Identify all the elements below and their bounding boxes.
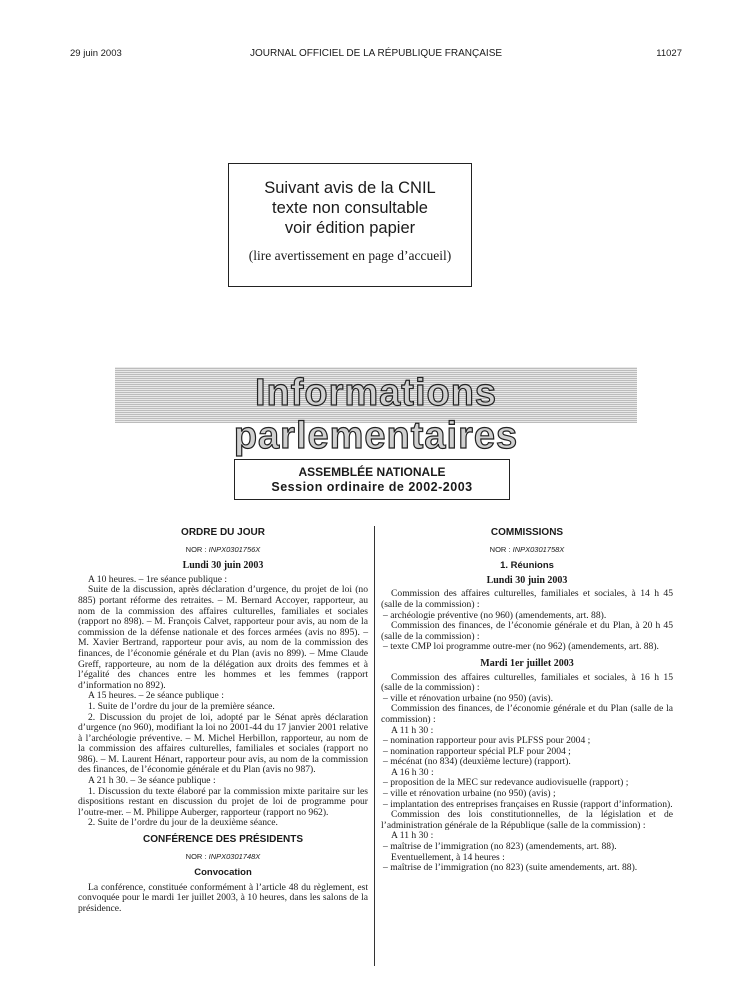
agenda-heading: ORDRE DU JOUR bbox=[181, 527, 265, 538]
commission-3: Commission des affaires culturelles, familiales et sociales, à 16 h 15 (salle de la commission) : bbox=[381, 671, 673, 694]
header-page-number: 11027 bbox=[656, 48, 682, 59]
session-1-text: Suite de la discussion, après déclaration d’urgence, du projet de loi (no 885) portant réforme des retraites. – M. Bernard Accoyer, rapporteur, au nom de la commission des affaires culturelles, familiales et sociales (rapport no 898). – M. François Calvet, rapporteur pour avis, au nom de la commission de la défense nationale et des forces armées (avis no 895). – M. Xavier Bertrand, rapporteur pour avis, au nom de la commission des finances, de l’économie générale et du Plan (avis no 899). – Mme Claude Greff, rapporteure, au nom de la délégation aux droits des femmes et à l’égalité des chances entre les hommes et les femmes (rapport d’information no 892). bbox=[78, 584, 368, 691]
cnil-line-2: texte non consultable bbox=[272, 199, 428, 217]
session-2-item-2: 2. Discussion du projet de loi, adopté par le Sénat après déclaration d’urgence (no 960), modifiant la loi no 2001-44 du 17 janvier 2001 relative à l’archéologie préventive. – M. Michel Herbillon, rapporteur, au nom de la commission des affaires culturelles, familiales et sociales (rapport no 986). – M. Laurent Hénart, rapporteur pour avis, au nom de la commission des finances, de l’économie générale et du Plan (avis no 987). bbox=[78, 711, 368, 776]
assembly-box bbox=[234, 459, 510, 500]
nor-reference-2: NOR : INPX0301748X bbox=[185, 851, 261, 861]
session-2-title: A 15 heures. – 2e séance publique : bbox=[88, 690, 224, 702]
commission-4-item-1: – nomination rapporteur pour avis PLFSS pour 2004 ; bbox=[383, 735, 591, 747]
cnil-notice-box bbox=[228, 163, 472, 287]
assembly-session: Session ordinaire de 2002-2003 bbox=[271, 480, 473, 494]
session-3-item-2: 2. Suite de l’ordre du jour de la deuxième séance. bbox=[88, 817, 278, 829]
commission-5-item-1: – maîtrise de l’immigration (no 823) (amendements, art. 88). bbox=[383, 841, 617, 853]
commission-3-item: – ville et rénovation urbaine (no 950) (avis). bbox=[383, 692, 553, 704]
time-slot-2: A 16 h 30 : bbox=[391, 766, 434, 778]
meetings-date-2: Mardi 1er juillet 2003 bbox=[480, 657, 574, 669]
commission-4-item-2: – nomination rapporteur spécial PLF pour 2004 ; bbox=[383, 745, 571, 757]
commission-1-item: – archéologie préventive (no 960) (amendements, art. 88). bbox=[383, 609, 607, 621]
assembly-title: ASSEMBLÉE NATIONALE bbox=[298, 465, 446, 479]
right-column bbox=[381, 526, 673, 874]
banner-title: Informations parlementaires bbox=[233, 372, 519, 457]
time-slot-3: A 11 h 30 : bbox=[391, 830, 434, 842]
left-column bbox=[78, 526, 368, 915]
nor-reference: NOR : INPX0301756X bbox=[185, 544, 261, 554]
conference-heading: CONFÉRENCE DES PRÉSIDENTS bbox=[142, 834, 304, 846]
agenda-date: Lundi 30 juin 2003 bbox=[182, 560, 264, 572]
time-slot-1: A 11 h 30 : bbox=[391, 724, 434, 736]
commission-2-item: – texte CMP loi programme outre-mer (no 962) (amendements, art. 88). bbox=[383, 641, 659, 653]
commission-4: Commission des finances, de l’économie générale et du Plan (salle de la commission) : bbox=[381, 703, 673, 725]
header-title: JOURNAL OFFICIEL DE LA RÉPUBLIQUE FRANÇAISE bbox=[249, 48, 503, 59]
column-divider bbox=[374, 526, 375, 966]
nor-reference-3: NOR : INPX0301758X bbox=[489, 544, 565, 554]
commission-4-item-6: – implantation des entreprises françaises en Russie (rapport d’information). bbox=[383, 798, 673, 810]
convocation-text: La conférence, constituée conformément à l’article 48 du règlement, est convoquée pour le mardi 1er juillet 2003, à 10 heures, dans les salons de la présidence. bbox=[78, 881, 368, 914]
time-slot-4: Eventuellement, à 14 heures : bbox=[391, 851, 505, 863]
commission-5-item-2: – maîtrise de l’immigration (no 823) (suite amendements, art. 88). bbox=[383, 862, 638, 874]
cnil-line-1: Suivant avis de la CNIL bbox=[264, 179, 436, 197]
commission-4-item-4: – proposition de la MEC sur redevance audiovisuelle (rapport) ; bbox=[383, 777, 629, 789]
commission-4-item-5: – ville et rénovation urbaine (no 950) (avis) ; bbox=[383, 788, 556, 800]
commissions-heading: COMMISSIONS bbox=[490, 527, 564, 538]
session-3-item-1: 1. Discussion du texte élaboré par la commission mixte paritaire sur les dispositions restant en discussion du projet de loi de programme pour l’outre-mer. – M. Philippe Auberger, rapporteur (rapport no 962). bbox=[78, 785, 368, 818]
commission-5: Commission des lois constitutionnelles, de la législation et de l’administration générale de la République (salle de la commission) : bbox=[381, 809, 673, 831]
commission-1: Commission des affaires culturelles, familiales et sociales, à 14 h 45 (salle de la commission) : bbox=[381, 588, 673, 610]
convocation-heading: Convocation bbox=[194, 867, 252, 879]
header-date: 29 juin 2003 bbox=[70, 48, 122, 59]
meetings-heading: 1. Réunions bbox=[500, 560, 554, 572]
session-3-title: A 21 h 30. – 3e séance publique : bbox=[88, 775, 216, 787]
session-2-item-1: 1. Suite de l’ordre du jour de la première séance. bbox=[88, 700, 275, 712]
commission-2: Commission des finances, de l’économie générale et du Plan, à 20 h 45 (salle de la commission) : bbox=[381, 620, 673, 642]
commission-4-item-3: – mécénat (no 834) (deuxième lecture) (rapport). bbox=[383, 756, 571, 768]
session-1-title: A 10 heures. – 1re séance publique : bbox=[88, 573, 228, 585]
cnil-line-4: (lire avertissement en page d’accueil) bbox=[248, 248, 452, 263]
cnil-line-3: voir édition papier bbox=[284, 219, 416, 237]
section-banner bbox=[115, 367, 637, 457]
meetings-date-1: Lundi 30 juin 2003 bbox=[486, 574, 568, 586]
